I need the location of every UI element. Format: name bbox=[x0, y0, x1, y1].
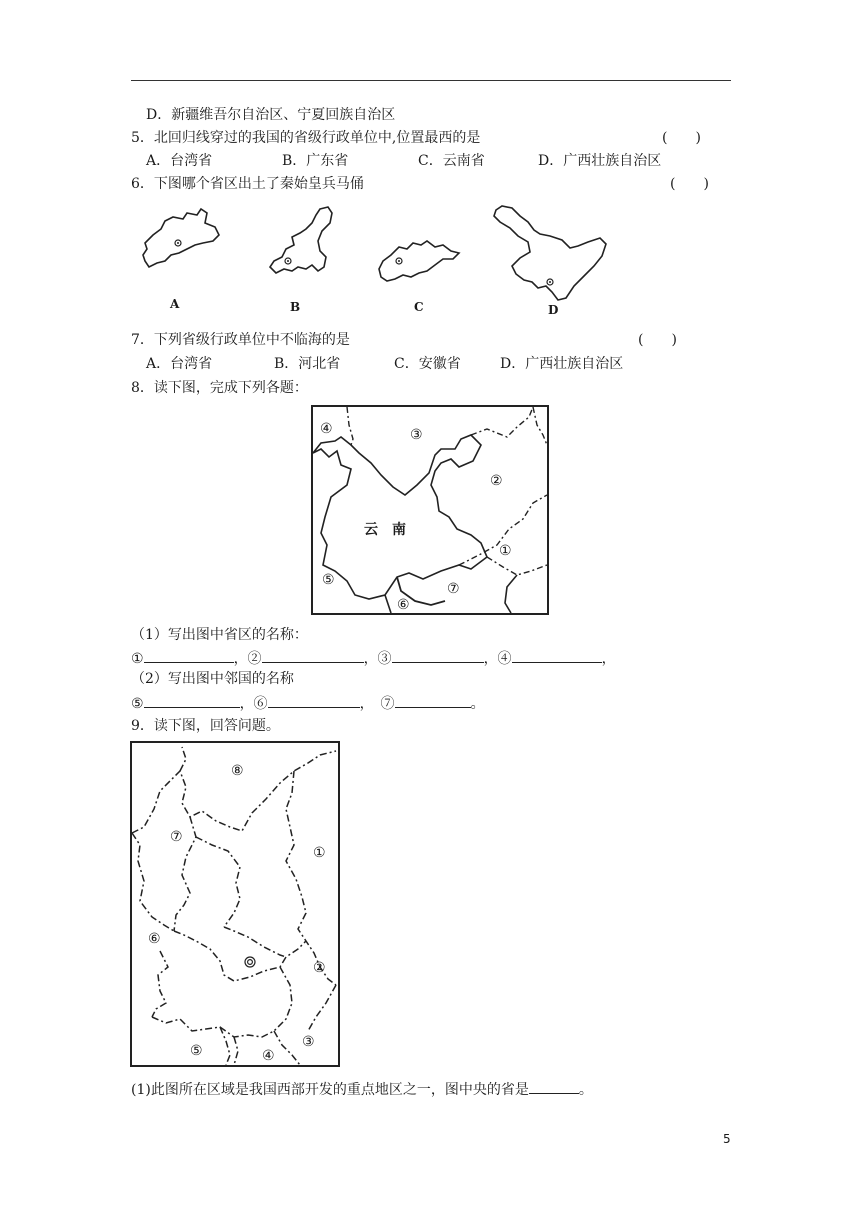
q8-yunnan-map bbox=[311, 405, 549, 615]
q9-marker-1: ① bbox=[313, 845, 326, 861]
q9-marker-2: ② bbox=[313, 960, 326, 976]
page-number: 5 bbox=[723, 1132, 731, 1146]
q9-part1-end: 。 bbox=[578, 1082, 593, 1098]
q7-option-c: C．安徽省 bbox=[394, 356, 461, 372]
q5-stem: 5．北回归线穿过的我国的省级行政单位中,位置最西的是 bbox=[131, 130, 481, 146]
q8-blank-4-label: ，④ bbox=[483, 651, 512, 667]
q8-blank-4[interactable] bbox=[512, 648, 602, 663]
q8-marker-5: ⑤ bbox=[322, 572, 335, 588]
q9-marker-5: ⑤ bbox=[190, 1043, 203, 1059]
q6-caption-b: B bbox=[290, 300, 301, 314]
header-rule bbox=[131, 80, 731, 81]
q8-blank-row1-end: ， bbox=[601, 651, 616, 667]
q8-part2-blanks bbox=[131, 693, 485, 713]
q8-part2: （2）写出图中邻国的名称 bbox=[131, 671, 294, 687]
q6-caption-d: D bbox=[548, 303, 559, 317]
q6-answer-paren: ( ) bbox=[670, 176, 709, 192]
q5-option-d: D．广西壮族自治区 bbox=[538, 153, 662, 169]
q6-stem: 6．下图哪个省区出土了秦始皇兵马俑 bbox=[131, 176, 364, 192]
q9-marker-7: ⑦ bbox=[170, 829, 183, 845]
q8-blank-1[interactable] bbox=[144, 648, 234, 663]
q8-blank-5-label: ⑤ bbox=[131, 696, 144, 712]
q9-part1 bbox=[131, 1079, 593, 1099]
q8-marker-6: ⑥ bbox=[397, 597, 410, 613]
q8-blank-7[interactable] bbox=[395, 693, 471, 708]
q6-caption-a: A bbox=[170, 297, 180, 311]
q8-province-label: 云 南 bbox=[364, 522, 406, 538]
q8-marker-2: ② bbox=[490, 473, 503, 489]
q8-blank-1-label: ① bbox=[131, 651, 144, 667]
q6-shape-a bbox=[135, 205, 235, 280]
q7-option-a: A．台湾省 bbox=[146, 356, 213, 372]
q8-part1: （1）写出图中省区的名称： bbox=[131, 627, 308, 643]
q9-marker-6: ⑥ bbox=[148, 931, 161, 947]
q4-option-d: D．新疆维吾尔自治区、宁夏回族自治区 bbox=[146, 107, 396, 123]
q8-blank-2[interactable] bbox=[262, 648, 364, 663]
q7-option-d: D．广西壮族自治区 bbox=[500, 356, 624, 372]
q6-caption-c: C bbox=[414, 300, 424, 314]
q5-option-a: A．台湾省 bbox=[146, 153, 213, 169]
q8-blank-7-label: ， ⑦ bbox=[359, 696, 395, 712]
q6-shape-b bbox=[262, 205, 352, 285]
q9-map bbox=[130, 741, 340, 1067]
q6-shape-c bbox=[373, 235, 468, 290]
q8-stem: 8．读下图，完成下列各题： bbox=[131, 380, 308, 396]
q8-blank-6-label: ，⑥ bbox=[239, 696, 268, 712]
q9-marker-8: ⑧ bbox=[231, 763, 244, 779]
q8-blank-6[interactable] bbox=[268, 693, 360, 708]
q5-option-b: B．广东省 bbox=[282, 153, 349, 169]
q8-marker-7: ⑦ bbox=[447, 581, 460, 597]
q9-stem: 9．读下图，回答问题。 bbox=[131, 718, 280, 734]
q8-blank-3[interactable] bbox=[392, 648, 484, 663]
q8-marker-1: ① bbox=[499, 543, 512, 559]
q5-answer-paren: ( ) bbox=[662, 130, 701, 146]
q7-option-b: B．河北省 bbox=[274, 356, 341, 372]
q9-marker-3: ③ bbox=[302, 1034, 315, 1050]
q5-option-c: C．云南省 bbox=[418, 153, 485, 169]
q6-shape-d bbox=[490, 200, 615, 305]
q8-blank-2-label: ，② bbox=[233, 651, 262, 667]
q7-answer-paren: ( ) bbox=[638, 332, 677, 348]
q8-marker-3: ③ bbox=[410, 427, 423, 443]
q9-blank-1[interactable] bbox=[529, 1079, 579, 1094]
q9-part1-text: (1)此图所在区域是我国西部开发的重点地区之一，图中央的省是 bbox=[131, 1082, 529, 1098]
q7-stem: 7．下列省级行政单位中不临海的是 bbox=[131, 332, 350, 348]
q8-blank-row2-end: 。 bbox=[470, 696, 485, 712]
q8-part1-blanks bbox=[131, 648, 616, 668]
q9-marker-4: ④ bbox=[262, 1048, 275, 1064]
q8-blank-3-label: ，③ bbox=[363, 651, 392, 667]
q8-blank-5[interactable] bbox=[144, 693, 240, 708]
q8-marker-4: ④ bbox=[320, 421, 333, 437]
